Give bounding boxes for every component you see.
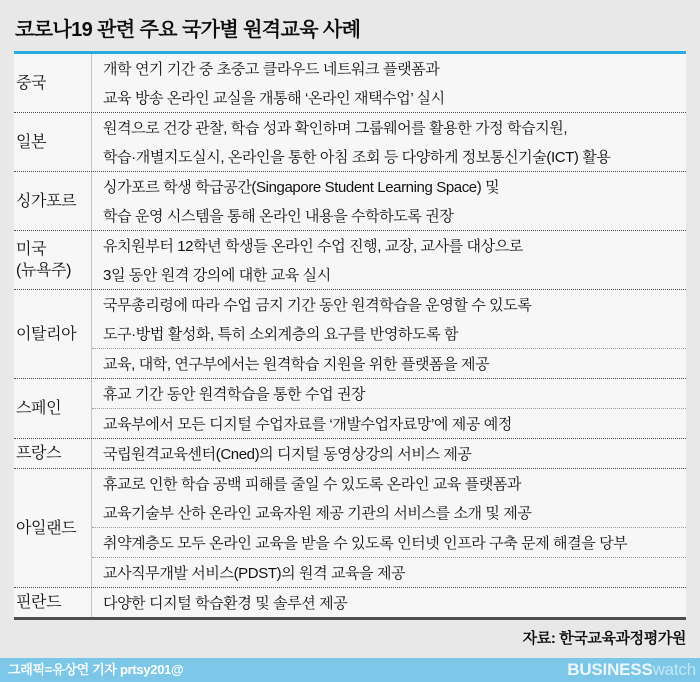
content-line: 교육 방송 온라인 교실을 개통해 ‘온라인 재택수업’ 실시 <box>103 90 445 107</box>
content-cell <box>92 379 686 438</box>
table-row <box>14 587 686 617</box>
content-item <box>92 348 686 378</box>
content-item <box>92 290 686 348</box>
content-cell <box>92 172 686 230</box>
source-label: 자료: 한국교육과정평가원 <box>522 630 686 647</box>
content-line: 교육부에서 모든 디지털 수업자료를 ‘개발수업자료망’에 제공 예정 <box>103 416 512 433</box>
page-title: 코로나19 관련 주요 국가별 원격교육 사례 <box>15 19 361 41</box>
content-item <box>92 408 686 438</box>
content-line: 학습·개별지도실시, 온라인을 통한 아침 조회 등 다양하게 정보통신기술(ICT) 활용 <box>103 149 611 166</box>
content-line: 싱가포르 학생 학급공간(Singapore Student Learning Space) 및 <box>103 179 500 196</box>
country-cell <box>14 231 92 289</box>
content-line: 3일 동안 원격 강의에 대한 교육 실시 <box>103 267 331 284</box>
content-item <box>92 379 686 408</box>
country-label: (뉴욕주) <box>16 262 72 279</box>
content-item <box>92 588 686 617</box>
content-line: 국무총리령에 따라 수업 금지 기간 동안 원격학습을 운영할 수 있도록 <box>103 297 532 314</box>
brand-watch-text: watch <box>652 660 696 679</box>
content-item <box>92 557 686 587</box>
content-line: 학습 운영 시스템을 통해 온라인 내용을 수학하도록 권장 <box>103 208 454 225</box>
content-item <box>92 172 686 230</box>
country-label: 싱가포르 <box>16 192 77 210</box>
content-line: 유치원부터 12학년 학생들 온라인 수업 진행, 교장, 교사를 대상으로 <box>103 238 523 255</box>
country-cell <box>14 588 92 617</box>
content-cell <box>92 588 686 617</box>
country-cell <box>14 290 92 378</box>
country-label: 아일랜드 <box>16 519 77 537</box>
content-line: 휴교로 인한 학습 공백 피해를 줄일 수 있도록 온라인 교육 플랫폼과 <box>103 476 522 493</box>
content-cell <box>92 290 686 378</box>
content-line: 도구·방법 활성화, 특히 소외계층의 요구를 반영하도록 함 <box>103 326 459 343</box>
content-line: 개학 연기 기간 중 초중고 클라우드 네트워크 플랫폼과 <box>103 61 440 78</box>
content-line: 교육기술부 산하 온라인 교육자원 제공 기관의 서비스를 소개 및 제공 <box>103 505 532 522</box>
content-cell <box>92 54 686 112</box>
country-cell <box>14 439 92 468</box>
table-body <box>14 54 686 617</box>
brand-business-text: BUSINESS <box>567 660 653 679</box>
content-item <box>92 54 686 112</box>
table-row <box>14 438 686 468</box>
country-label: 중국 <box>16 74 47 92</box>
content-cell <box>92 113 686 171</box>
content-line: 국립원격교육센터(Cned)의 디지털 동영상강의 서비스 제공 <box>103 446 472 463</box>
content-line: 다양한 디지털 학습환경 및 솔루션 제공 <box>103 595 348 612</box>
content-item <box>92 527 686 557</box>
content-item <box>92 439 686 468</box>
content-line: 취약계층도 모두 온라인 교육을 받을 수 있도록 인터넷 인프라 구축 문제 해결을 당부 <box>103 535 628 552</box>
content-cell <box>92 231 686 289</box>
credit-label: 그래픽=유상연 기자 prtsy201@ <box>8 662 184 677</box>
content-line: 휴교 기간 동안 원격학습을 통한 수업 권장 <box>103 386 366 403</box>
table-row <box>14 378 686 438</box>
brand-logo <box>567 658 696 682</box>
country-label: 일본 <box>16 133 47 151</box>
country-label: 미국 <box>16 241 47 258</box>
table-row <box>14 230 686 289</box>
table-row <box>14 468 686 587</box>
content-line: 원격으로 건강 관찰, 학습 성과 확인하며 그룹웨어를 활용한 가정 학습지원, <box>103 120 568 137</box>
country-cell <box>14 113 92 171</box>
content-cell <box>92 439 686 468</box>
content-item <box>92 231 686 289</box>
country-cell <box>14 379 92 438</box>
content-item <box>92 469 686 527</box>
content-item <box>92 113 686 171</box>
table-row <box>14 289 686 378</box>
country-label: 스페인 <box>16 400 62 417</box>
table-row <box>14 112 686 171</box>
country-label: 프랑스 <box>16 445 62 462</box>
country-label: 핀란드 <box>16 594 62 611</box>
content-line: 교육, 대학, 연구부에서는 원격학습 지원을 위한 플랫폼을 제공 <box>103 356 490 373</box>
country-label: 이탈리아 <box>16 325 77 343</box>
content-cell <box>92 469 686 587</box>
content-line: 교사직무개발 서비스(PDST)의 원격 교육을 제공 <box>103 565 406 582</box>
table-row <box>14 54 686 112</box>
table-row <box>14 171 686 230</box>
country-cell <box>14 469 92 587</box>
data-table <box>14 51 686 620</box>
country-cell <box>14 172 92 230</box>
footer-bar <box>0 658 700 682</box>
country-cell <box>14 54 92 112</box>
